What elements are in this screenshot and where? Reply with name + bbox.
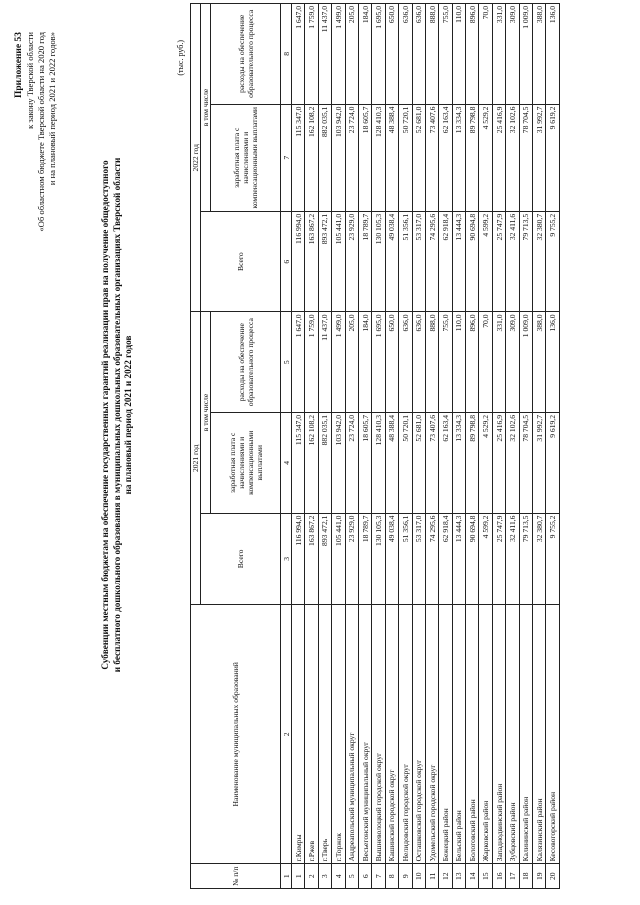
table-row [332, 4, 345, 889]
total-2021: 9 755,2 [546, 513, 559, 605]
table-row [399, 4, 412, 889]
col-number: 8 [281, 4, 292, 105]
table-row [372, 4, 385, 889]
row-name: Удомельский городской округ [425, 605, 438, 864]
total-2021: 74 295,6 [425, 513, 438, 605]
row-name: Западнодвинский район [492, 605, 505, 864]
expenses-2022: 331,0 [492, 4, 505, 105]
row-name: Бологовский район [466, 605, 479, 864]
total-2022: 23 929,0 [345, 211, 358, 312]
expenses-2022: 11 437,0 [318, 4, 331, 105]
row-name: Весьегонский муниципальный округ [358, 605, 371, 864]
salary-2022: 13 334,3 [452, 104, 465, 211]
salary-2021: 103 942,0 [332, 413, 345, 514]
table-row [519, 4, 532, 889]
col-number: 7 [281, 104, 292, 211]
table-row [492, 4, 505, 889]
total-2022: 116 994,0 [292, 211, 305, 312]
expenses-2021: 1 695,0 [372, 312, 385, 413]
expenses-2022: 205,0 [345, 4, 358, 105]
table-row [345, 4, 358, 889]
expenses-2022: 388,0 [533, 4, 546, 105]
salary-2021: 25 416,9 [492, 413, 505, 514]
header-expenses-2021: расходы на обеспечение образовательного процесса [211, 312, 281, 413]
appendix-title: Приложение 53 [14, 32, 24, 99]
total-2021: 51 356,1 [399, 513, 412, 605]
heading-line-1: Субвенции местным бюджетам на обеспечение государственных гарантий реализации прав на получение общедоступного [100, 160, 110, 670]
col-number: 5 [281, 312, 292, 413]
total-2022: 49 038,4 [385, 211, 398, 312]
total-2022: 13 444,3 [452, 211, 465, 312]
expenses-2021: 1 647,0 [292, 312, 305, 413]
header-salary-2022: заработная плата с начислениями и компенсационными выплатами [211, 104, 281, 211]
col-number: 1 [281, 864, 292, 889]
col-number: 6 [281, 211, 292, 312]
total-2021: 62 918,4 [439, 513, 452, 605]
expenses-2022: 1 009,0 [519, 4, 532, 105]
total-2021: 49 038,4 [385, 513, 398, 605]
col-number: 3 [281, 513, 292, 605]
salary-2022: 50 720,1 [399, 104, 412, 211]
salary-2021: 882 035,1 [318, 413, 331, 514]
expenses-2021: 70,0 [479, 312, 492, 413]
row-name: г.Торжок [332, 605, 345, 864]
row-name: Калязинский район [533, 605, 546, 864]
units-label: (тыс. руб.) [176, 40, 185, 76]
expenses-2021: 636,0 [412, 312, 425, 413]
row-number: 5 [345, 864, 358, 889]
total-2022: 32 380,7 [533, 211, 546, 312]
expenses-2021: 888,0 [425, 312, 438, 413]
salary-2022: 882 035,1 [318, 104, 331, 211]
total-2021: 23 929,0 [345, 513, 358, 605]
salary-2022: 23 724,0 [345, 104, 358, 211]
expenses-2022: 110,0 [452, 4, 465, 105]
expenses-2022: 136,0 [546, 4, 559, 105]
row-name: г.Кимры [292, 605, 305, 864]
salary-2021: 73 407,6 [425, 413, 438, 514]
salary-2021: 23 724,0 [345, 413, 358, 514]
total-2022: 105 441,0 [332, 211, 345, 312]
header-salary-2021: заработная плата с начислениями и компенсационными выплатами [211, 413, 281, 514]
expenses-2021: 650,0 [385, 312, 398, 413]
table-row [385, 4, 398, 889]
expenses-2021: 309,0 [506, 312, 519, 413]
row-number: 20 [546, 864, 559, 889]
table-row [546, 4, 559, 889]
salary-2021: 18 605,7 [358, 413, 371, 514]
expenses-2021: 11 437,0 [318, 312, 331, 413]
row-number: 17 [506, 864, 519, 889]
salary-2022: 89 798,8 [466, 104, 479, 211]
salary-2021: 62 163,4 [439, 413, 452, 514]
column-number-row [281, 4, 292, 889]
table-row [292, 4, 305, 889]
subvention-table [190, 3, 560, 889]
table-row [506, 4, 519, 889]
appendix-block [14, 32, 58, 232]
row-number: 19 [533, 864, 546, 889]
salary-2022: 52 681,0 [412, 104, 425, 211]
row-number: 6 [358, 864, 371, 889]
total-2021: 116 994,0 [292, 513, 305, 605]
total-2022: 18 789,7 [358, 211, 371, 312]
appendix-line-1: к закону Тверской области [25, 32, 35, 129]
salary-2021: 9 619,2 [546, 413, 559, 514]
expenses-2021: 896,0 [466, 312, 479, 413]
row-number: 8 [385, 864, 398, 889]
header-name: Наименование муниципальных образований [191, 605, 281, 864]
row-name: Бельский район [452, 605, 465, 864]
salary-2022: 115 347,0 [292, 104, 305, 211]
salary-2021: 32 102,6 [506, 413, 519, 514]
salary-2022: 128 410,3 [372, 104, 385, 211]
row-name: г.Тверь [318, 605, 331, 864]
row-name: Жарковский район [479, 605, 492, 864]
salary-2021: 162 108,2 [305, 413, 318, 514]
expenses-2022: 1 695,0 [372, 4, 385, 105]
row-name: Зубцовский район [506, 605, 519, 864]
document-heading [100, 85, 135, 745]
total-2022: 4 599,2 [479, 211, 492, 312]
total-2021: 130 105,3 [372, 513, 385, 605]
expenses-2021: 205,0 [345, 312, 358, 413]
row-name: Калининский район [519, 605, 532, 864]
salary-2021: 4 529,2 [479, 413, 492, 514]
salary-2021: 31 992,7 [533, 413, 546, 514]
total-2022: 74 295,6 [425, 211, 438, 312]
total-2022: 9 755,2 [546, 211, 559, 312]
total-2022: 62 918,4 [439, 211, 452, 312]
expenses-2021: 136,0 [546, 312, 559, 413]
heading-line-3: на плановый период 2021 и 2022 годов [123, 335, 133, 495]
expenses-2021: 110,0 [452, 312, 465, 413]
total-2021: 53 317,0 [412, 513, 425, 605]
row-name: Андреапольский муниципальный округ [345, 605, 358, 864]
row-number: 1 [292, 864, 305, 889]
row-number: 10 [412, 864, 425, 889]
row-number: 14 [466, 864, 479, 889]
expenses-2021: 184,0 [358, 312, 371, 413]
table-row [479, 4, 492, 889]
salary-2022: 25 416,9 [492, 104, 505, 211]
table-row [466, 4, 479, 889]
row-number: 9 [399, 864, 412, 889]
expenses-2021: 755,0 [439, 312, 452, 413]
header-year-2022: 2022 год [191, 4, 201, 312]
total-2022: 130 105,3 [372, 211, 385, 312]
header-total-2021: Всего [201, 513, 281, 605]
salary-2022: 32 102,6 [506, 104, 519, 211]
row-name: Осташковский городской округ [412, 605, 425, 864]
heading-line-2: и бесплатного дошкольного образования в муниципальных дошкольных образовательных организациях Тверской области [111, 157, 122, 673]
expenses-2022: 888,0 [425, 4, 438, 105]
total-2021: 32 411,6 [506, 513, 519, 605]
salary-2022: 9 619,2 [546, 104, 559, 211]
col-number: 2 [281, 605, 292, 864]
salary-2021: 78 704,5 [519, 413, 532, 514]
total-2021: 13 444,3 [452, 513, 465, 605]
expenses-2022: 1 759,0 [305, 4, 318, 105]
expenses-2022: 636,0 [412, 4, 425, 105]
table-row [533, 4, 546, 889]
appendix-line-3: и на плановый период 2021 и 2022 годов» [47, 32, 57, 186]
table-row [439, 4, 452, 889]
expenses-2022: 755,0 [439, 4, 452, 105]
salary-2021: 50 720,1 [399, 413, 412, 514]
expenses-2021: 1 009,0 [519, 312, 532, 413]
header-incl-2022: в том числе [201, 4, 211, 212]
salary-2022: 31 992,7 [533, 104, 546, 211]
total-2021: 25 747,9 [492, 513, 505, 605]
row-number: 15 [479, 864, 492, 889]
total-2021: 163 867,2 [305, 513, 318, 605]
row-number: 3 [318, 864, 331, 889]
expenses-2022: 1 499,0 [332, 4, 345, 105]
total-2022: 79 713,5 [519, 211, 532, 312]
row-number: 2 [305, 864, 318, 889]
salary-2021: 52 681,0 [412, 413, 425, 514]
total-2021: 18 789,7 [358, 513, 371, 605]
salary-2021: 48 388,4 [385, 413, 398, 514]
total-2022: 893 472,1 [318, 211, 331, 312]
salary-2021: 13 334,3 [452, 413, 465, 514]
row-number: 18 [519, 864, 532, 889]
expenses-2022: 1 647,0 [292, 4, 305, 105]
header-expenses-2022: расходы на обеспечение образовательного процесса [211, 4, 281, 105]
col-number: 4 [281, 413, 292, 514]
row-name: Кесовогорский район [546, 605, 559, 864]
total-2021: 105 441,0 [332, 513, 345, 605]
total-2021: 4 599,2 [479, 513, 492, 605]
total-2021: 90 694,8 [466, 513, 479, 605]
salary-2022: 62 163,4 [439, 104, 452, 211]
expenses-2021: 636,0 [399, 312, 412, 413]
salary-2022: 73 407,6 [425, 104, 438, 211]
table-row [412, 4, 425, 889]
total-2022: 51 356,1 [399, 211, 412, 312]
header-num: № п/п [191, 864, 281, 889]
row-number: 11 [425, 864, 438, 889]
header-year-2021: 2021 год [191, 312, 201, 605]
total-2021: 79 713,5 [519, 513, 532, 605]
expenses-2022: 650,0 [385, 4, 398, 105]
header-incl-2021: в том числе [201, 312, 211, 513]
expenses-2022: 896,0 [466, 4, 479, 105]
total-2021: 893 472,1 [318, 513, 331, 605]
total-2022: 25 747,9 [492, 211, 505, 312]
table-body [292, 4, 560, 889]
table-row [425, 4, 438, 889]
row-number: 4 [332, 864, 345, 889]
expenses-2022: 184,0 [358, 4, 371, 105]
salary-2022: 4 529,2 [479, 104, 492, 211]
row-name: Бежецкий район [439, 605, 452, 864]
row-number: 16 [492, 864, 505, 889]
salary-2022: 103 942,0 [332, 104, 345, 211]
total-2022: 53 317,0 [412, 211, 425, 312]
expenses-2021: 388,0 [533, 312, 546, 413]
salary-2021: 128 410,3 [372, 413, 385, 514]
row-name: г.Ржев [305, 605, 318, 864]
expenses-2021: 1 499,0 [332, 312, 345, 413]
expenses-2022: 636,0 [399, 4, 412, 105]
row-number: 13 [452, 864, 465, 889]
expenses-2022: 70,0 [479, 4, 492, 105]
salary-2021: 89 798,8 [466, 413, 479, 514]
total-2022: 90 694,8 [466, 211, 479, 312]
salary-2022: 78 704,5 [519, 104, 532, 211]
salary-2022: 18 605,7 [358, 104, 371, 211]
salary-2021: 115 347,0 [292, 413, 305, 514]
appendix-line-2: «Об областном бюджете Тверской области на 2020 год [36, 32, 46, 232]
table-row [305, 4, 318, 889]
expenses-2022: 309,0 [506, 4, 519, 105]
row-number: 7 [372, 864, 385, 889]
salary-2022: 162 108,2 [305, 104, 318, 211]
row-name: Вышневолоцкий городской округ [372, 605, 385, 864]
total-2022: 163 867,2 [305, 211, 318, 312]
table-row [358, 4, 371, 889]
expenses-2021: 331,0 [492, 312, 505, 413]
salary-2022: 48 388,4 [385, 104, 398, 211]
table-row [318, 4, 331, 889]
table-row [452, 4, 465, 889]
row-name: Нелидовский городской округ [399, 605, 412, 864]
total-2021: 32 380,7 [533, 513, 546, 605]
expenses-2021: 1 759,0 [305, 312, 318, 413]
total-2022: 32 411,6 [506, 211, 519, 312]
header-total-2022: Всего [201, 211, 281, 312]
row-name: Кашинский городской округ [385, 605, 398, 864]
row-number: 12 [439, 864, 452, 889]
